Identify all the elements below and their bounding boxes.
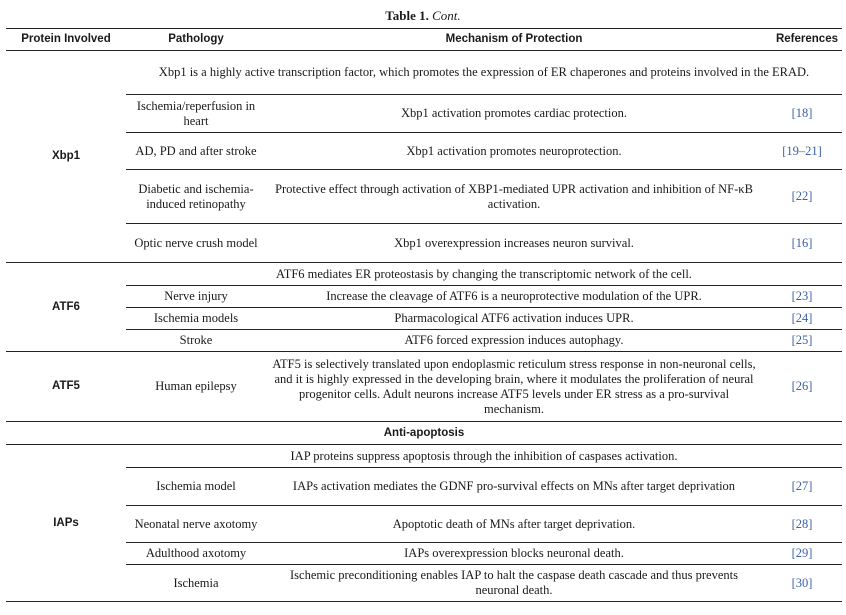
protein-atf6: ATF6 <box>6 263 126 352</box>
pathology-cell: Neonatal nerve axotomy <box>126 506 266 543</box>
mechanism-cell: ATF6 forced expression induces autophagy. <box>266 330 762 352</box>
mechanism-cell: IAPs activation mediates the GDNF pro-survival effects on MNs after target deprivation <box>266 468 762 506</box>
reference-link[interactable]: [23] <box>762 286 842 308</box>
reference-link[interactable]: [19–21] <box>762 133 842 170</box>
table-row <box>6 286 842 308</box>
mechanism-cell: ATF5 is selectively translated upon endoplasmic reticulum stress response in non-neuronal cells, and it is highly expressed in the developing brain, where it modulates the proliferation of neural progenitor cells. Adult neurons increase ATF5 levels under ER stress as a pro-survival mechanism. <box>272 356 756 416</box>
mechanism-cell: Apoptotic death of MNs after target deprivation. <box>266 506 762 543</box>
table-caption <box>0 8 846 28</box>
reference-link[interactable]: [16] <box>762 224 842 263</box>
pathology-cell: Ischemia/reperfusion in heart <box>126 95 266 133</box>
header-protein: Protein Involved <box>6 29 126 51</box>
table-row <box>6 95 842 133</box>
reference-link[interactable]: [18] <box>762 95 842 133</box>
table-row <box>6 170 842 224</box>
header-references: References <box>762 29 842 51</box>
table-row <box>6 352 842 422</box>
pathology-cell: Ischemia <box>126 565 266 602</box>
pathology-cell: Optic nerve crush model <box>126 224 266 263</box>
reference-link[interactable]: [27] <box>762 468 842 506</box>
reference-link[interactable]: [29] <box>762 543 842 565</box>
mechanism-cell: Xbp1 activation promotes neuroprotection. <box>266 133 762 170</box>
reference-link[interactable]: [25] <box>762 330 842 352</box>
mechanism-cell: Xbp1 overexpression increases neuron survival. <box>266 224 762 263</box>
table-row <box>6 51 842 95</box>
pathology-cell: Adulthood axotomy <box>126 543 266 565</box>
table-label: Table 1. <box>385 8 429 23</box>
atf6-summary: ATF6 mediates ER proteostasis by changing the transcriptomic network of the cell. <box>126 263 842 286</box>
reference-link[interactable]: [24] <box>762 308 842 330</box>
mechanism-cell: Ischemic preconditioning enables IAP to halt the caspase death cascade and thus prevents neuronal death. <box>266 565 762 602</box>
xbp1-summary: Xbp1 is a highly active transcription factor, which promotes the expression of ER chaperones and proteins involved in the ERAD. <box>126 51 842 95</box>
table-row <box>6 445 842 468</box>
protein-iaps: IAPs <box>6 445 126 602</box>
protein-xbp1: Xbp1 <box>6 51 126 263</box>
section-anti-apoptosis: Anti-apoptosis <box>6 422 842 445</box>
table-row <box>6 565 842 602</box>
pathology-cell: Nerve injury <box>126 286 266 308</box>
mechanism-cell: Protective effect through activation of XBP1-mediated UPR activation and inhibition of NF-κB activation. <box>266 170 762 224</box>
reference-link[interactable]: [28] <box>762 506 842 543</box>
header-row <box>6 29 842 51</box>
pathology-cell: Ischemia model <box>126 468 266 506</box>
header-pathology: Pathology <box>126 29 266 51</box>
table-row <box>6 468 842 506</box>
section-row <box>6 422 842 445</box>
protein-atf5: ATF5 <box>52 380 80 392</box>
mechanism-cell: Xbp1 activation promotes cardiac protection. <box>266 95 762 133</box>
reference-link[interactable]: [30] <box>762 565 842 602</box>
pathology-cell: Diabetic and ischemia-induced retinopathy <box>126 170 266 224</box>
table-row <box>6 330 842 352</box>
table-row <box>6 133 842 170</box>
pathology-cell: AD, PD and after stroke <box>126 133 266 170</box>
pathology-cell: Ischemia models <box>126 308 266 330</box>
header-mechanism: Mechanism of Protection <box>266 29 762 51</box>
reference-link[interactable]: [26] <box>791 379 813 393</box>
mechanism-cell: Pharmacological ATF6 activation induces UPR. <box>266 308 762 330</box>
table-row <box>6 263 842 286</box>
table-row <box>6 308 842 330</box>
table-row <box>6 506 842 543</box>
table-cont: Cont. <box>432 8 461 23</box>
iaps-summary: IAP proteins suppress apoptosis through the inhibition of caspases activation. <box>126 445 842 468</box>
pathology-cell: Human epilepsy <box>155 379 237 393</box>
reference-link[interactable]: [22] <box>762 170 842 224</box>
mechanism-cell: Increase the cleavage of ATF6 is a neuroprotective modulation of the UPR. <box>266 286 762 308</box>
mechanism-cell: IAPs overexpression blocks neuronal death. <box>266 543 762 565</box>
table-row <box>6 543 842 565</box>
protection-table <box>6 28 842 602</box>
table-row <box>6 224 842 263</box>
pathology-cell: Stroke <box>126 330 266 352</box>
